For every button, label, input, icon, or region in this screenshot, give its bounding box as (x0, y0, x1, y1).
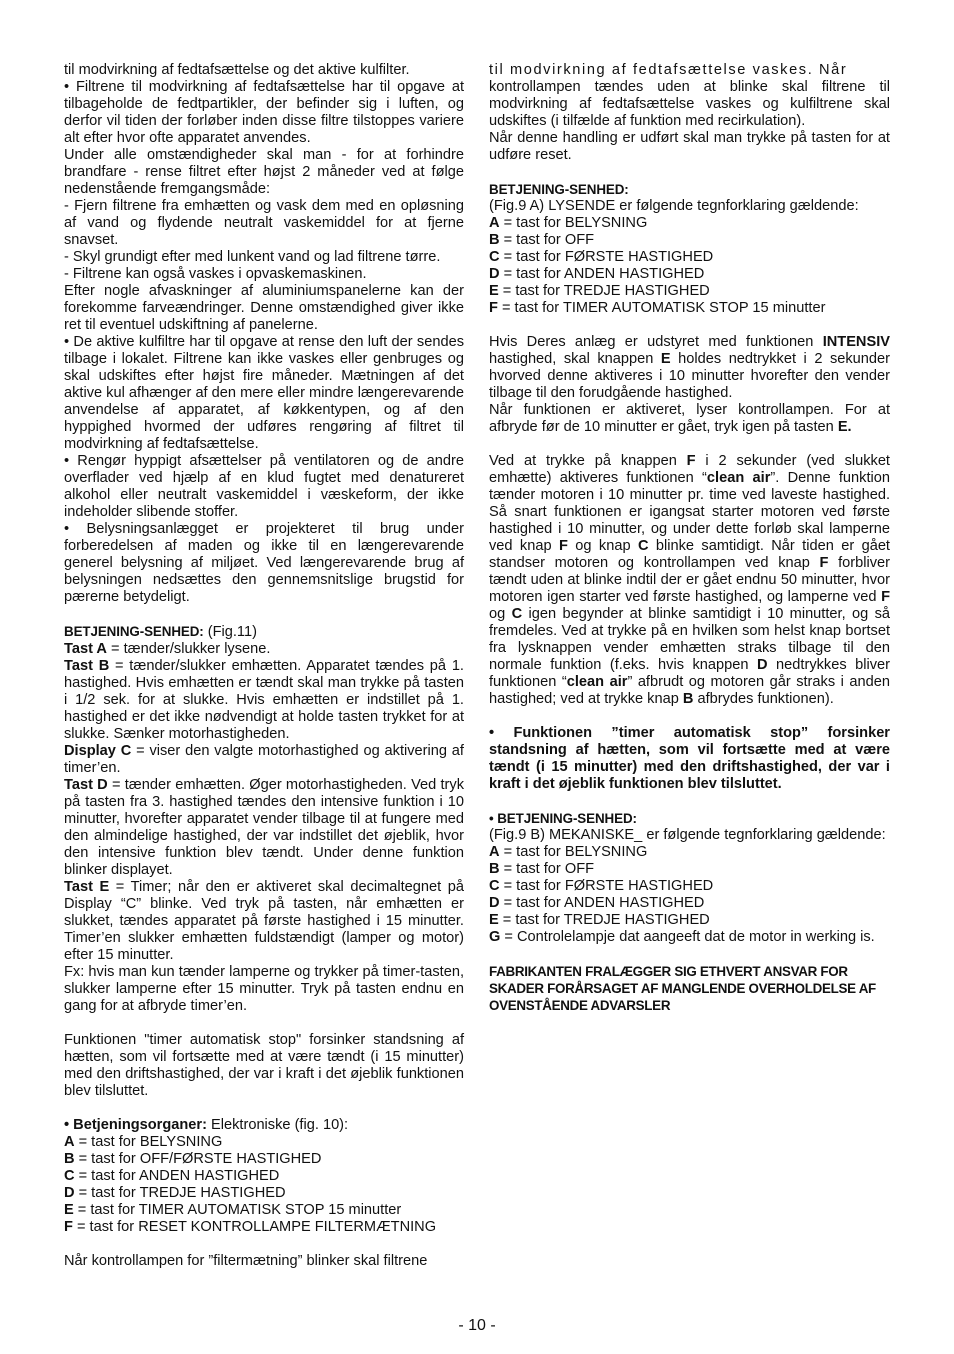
key-a-description: Tast A = tænder/slukker lysene. (64, 641, 271, 657)
legend-item: F = tast for TIMER AUTOMATISK STOP 15 minutter (489, 300, 826, 316)
paragraph: Når kontrollampen for ”filtermætning” blinker skal filtrene (64, 1253, 428, 1269)
display-c-description: Display C = viser den valgte motorhastighed og aktivering af timer’en. (64, 743, 464, 776)
control-unit-heading-2: • BETJENING-SENHED: (489, 811, 637, 826)
legend-item: A = tast for BELYSNING (489, 215, 648, 231)
legend-item: C = tast for FØRSTE HASTIGHED (489, 249, 714, 265)
paragraph-timer-bold: • Funktionen ”timer automatisk stop” forsinker standsning af hætten, som vil fortsætte med at være tændt (i 15 minutter) med den driftshastighed, der var i kraft i det øjeblik funktionen blev tilsluttet. (489, 725, 890, 792)
left-column (64, 62, 464, 1270)
paragraph-grease-filters: • Filtrene til modvirkning af fedtafsættelse har til opgave at tilbageholde de fedtpartikler, der befinder sig i luften, og derfor vil tiden der forløber inden disse filtre tilstoppes variere alt efter hvor ofte apparatet anvendes. (64, 79, 464, 146)
paragraph: til modvirkning af fedtafsættelse vaskes. Når (489, 62, 848, 78)
paragraph-timer: Funktionen "timer automatisk stop" forsinker standsning af hætten, som vil fortsætte med at være tændt (i 15 minutter) med den driftshastighed, der var i kraft i det øjeblik funktionen blev tilsluttet. (64, 1032, 464, 1099)
paragraph-fig9a: (Fig.9 A) LYSENDE er følgende tegnforklaring gældende: (489, 198, 859, 214)
legend-item: B = tast for OFF (489, 232, 595, 248)
paragraph: Under alle omstændigheder skal man - for at forhindre brandfare - rense filtret efter højst 2 måneder ved at følge nedenstående fremgangsmåde: (64, 147, 464, 197)
paragraph-intensive-stop: Når funktionen er aktiveret, lyser kontrollampen. For at afbryde før de 10 minutter er gået, tryk igen på tasten E. (489, 402, 890, 435)
key-e-description: Tast E = Timer; når den er aktiveret skal decimaltegnet på Display “C” blinke. Ved tryk på tasten, når emhætten er slukket, tændes apparatet på første hastighed i 15 minutter. Timer’en slukker emhætten fuldstændigt (lamper og motor) efter 15 minutter. (64, 879, 465, 963)
paragraph-example: Fx: hvis man kun tænder lamperne og trykker på timer-tasten, slukker lamperne efter 15 minutter. Tryk på tasten endnu en gang for at afbryde timer’en. (64, 964, 464, 1014)
page-number: - 10 - (458, 1317, 496, 1334)
legend-item: E = tast for TREDJE HASTIGHED (489, 912, 710, 928)
legend-item: A = tast for BELYSNING (489, 844, 648, 860)
control-unit-heading: BETJENING-SENHED: (489, 182, 629, 197)
legend-item: E = tast for TREDJE HASTIGHED (489, 283, 710, 299)
disclaimer: FABRIKANTEN FRALÆGGER SIG ETHVERT ANSVAR FOR SKADER FORÅRSAGET AF MANGLENDE OVERHOLDELSE AF OVENSTÅENDE ADVARSLER (489, 964, 876, 1013)
legend-item: D = tast for ANDEN HASTIGHED (489, 895, 705, 911)
paragraph: til modvirkning af fedtafsættelse og det aktive kulfilter. (64, 62, 410, 78)
paragraph: Efter nogle afvaskninger af aluminiumspanelerne kan der forekomme farveændringer. Denne omstændighed giver ikke ret til eventuel udskiftning af panelerne. (64, 283, 464, 333)
paragraph: - Filtrene kan også vaskes i opvaskemaskinen. (64, 266, 367, 282)
legend-item: G = Controlelampje dat aangeeft dat de motor in werking is. (489, 929, 875, 945)
legend-item: D = tast for ANDEN HASTIGHED (489, 266, 705, 282)
legend-item: C = tast for ANDEN HASTIGHED (64, 1168, 280, 1184)
key-b-description: Tast B = tænder/slukker emhætten. Apparatet tændes på 1. hastighed. Hvis emhætten er tændt skal man trykke på tasten i 1/2 sek. for at slukke. Hvis emhætten er indstillet på 1. hastighed er det ikke nødvendigt at holde tasten trykket for at slukke. Sænker motorhastigheden. (64, 658, 464, 742)
legend-item: E = tast for TIMER AUTOMATISK STOP 15 minutter (64, 1202, 402, 1218)
legend-item: D = tast for TREDJE HASTIGHED (64, 1185, 286, 1201)
controls-heading: • Betjeningsorganer: Elektroniske (fig. 10): (64, 1117, 349, 1133)
paragraph: kontrollampen tændes uden at blinke skal filtrene til modvirkning af fedtafsættelse vaskes og kulfiltrene skal udskiftes (i tilfælde af funktion med recirkulation). (489, 79, 890, 129)
paragraph-fig9b: (Fig.9 B) MEKANISKE_ er følgende tegnforklaring gældende: (489, 827, 886, 843)
right-column (489, 62, 890, 1014)
legend-item: B = tast for OFF (489, 861, 595, 877)
paragraph: - Fjern filtrene fra emhætten og vask dem med en opløsning af vand og flydende neutralt vaskemiddel for at fjerne snavset. (64, 198, 464, 248)
paragraph: Når denne handling er udført skal man trykke på tasten for at udføre reset. (489, 130, 890, 163)
legend-item: F = tast for RESET KONTROLLAMPE FILTERMÆTNING (64, 1219, 437, 1235)
paragraph-cleaning: • Rengør hyppigt afsættelser på ventilatoren og de andre overflader ved hjælp af en klud fugtet med denatureret alkohol eller neutralt vaskemiddel i væskeform, der ikke indeholder slibende stoffer. (64, 453, 464, 520)
paragraph-clean-air: Ved at trykke på knappen F i 2 sekunder (ved slukket emhætte) aktiveres funktionen “clean air”. Denne funktion tænder motoren i 10 minutter pr. time ved laveste hastighed. Så snart funktionen er igangsat starter motoren ved første hastighed i 10 minutter, og under dette forløb skal lamperne ved knap F og knap C blinke samtidigt. Når tiden er gået standser motoren og kontrollampen ved knap F forbliver tændt uden at blinke indtil der er gået endnu 50 minutter, hvor motoren igen starter ved første hastighed, og lamperne ved F og C igen begynder at blinke samtidigt i 10 minutter, og så fremdeles. Ved at trykke på en hvilken som helst knap bortset fra lysknappen vender emhætten straks tilbage til den normale funktion (f.eks. hvis knappen D nedtrykkes bliver funktionen “clean air” afbrudt og motoren går straks i anden hastighed; ved at trykke knap B afbrydes funktionen). (489, 453, 891, 707)
legend-item: B = tast for OFF/FØRSTE HASTIGHED (64, 1151, 322, 1167)
paragraph-lighting: • Belysningsanlægget er projekteret til brug under forberedelsen af maden og ikke til en længerevarende generel belysning af miljøet. Ved længerevarende brug af belysningen nedsættes den gennemsnitslige brugstid for pærerne betydeligt. (64, 521, 464, 605)
paragraph: - Skyl grundigt efter med lunkent vand og lad filtrene tørre. (64, 249, 441, 265)
key-d-description: Tast D = tænder emhætten. Øger motorhastigheden. Ved tryk på tasten fra 3. hastighed tændes den intensive funktion i 10 minutter, hvorefter apparatet vender tilbage til at fungere med den almindelige hastighed, der var indstillet det øjeblik, hvor den intensive funktion blev tændt. Under denne funktion blinker displayet. (64, 777, 464, 878)
paragraph-intensive: Hvis Deres anlæg er udstyret med funktionen INTENSIV hastighed, skal knappen E holdes nedtrykket i 2 sekunder hvorved denne aktiveres i 10 minutter hvorefter den vender tilbage til den forudgående hastighed. (489, 334, 890, 401)
paragraph-carbon-filters: • De aktive kulfiltre har til opgave at rense den luft der sendes tilbage i lokalet. Filtrene kan ikke vaskes eller genbruges og skal udskiftes efter højst fire måneder. Mætningen af det aktive kul afhænger af den mere eller mindre længerevarende anvendelse af apparatet, af køkkentypen, og af den hyppighed hvormed der udføres rengøring af filtret til modvirkning af fedtafsættelse. (64, 334, 464, 452)
control-unit-heading: BETJENING-SENHED: (Fig.11) (64, 624, 257, 640)
legend-item: A = tast for BELYSNING (64, 1134, 223, 1150)
legend-item: C = tast for FØRSTE HASTIGHED (489, 878, 714, 894)
